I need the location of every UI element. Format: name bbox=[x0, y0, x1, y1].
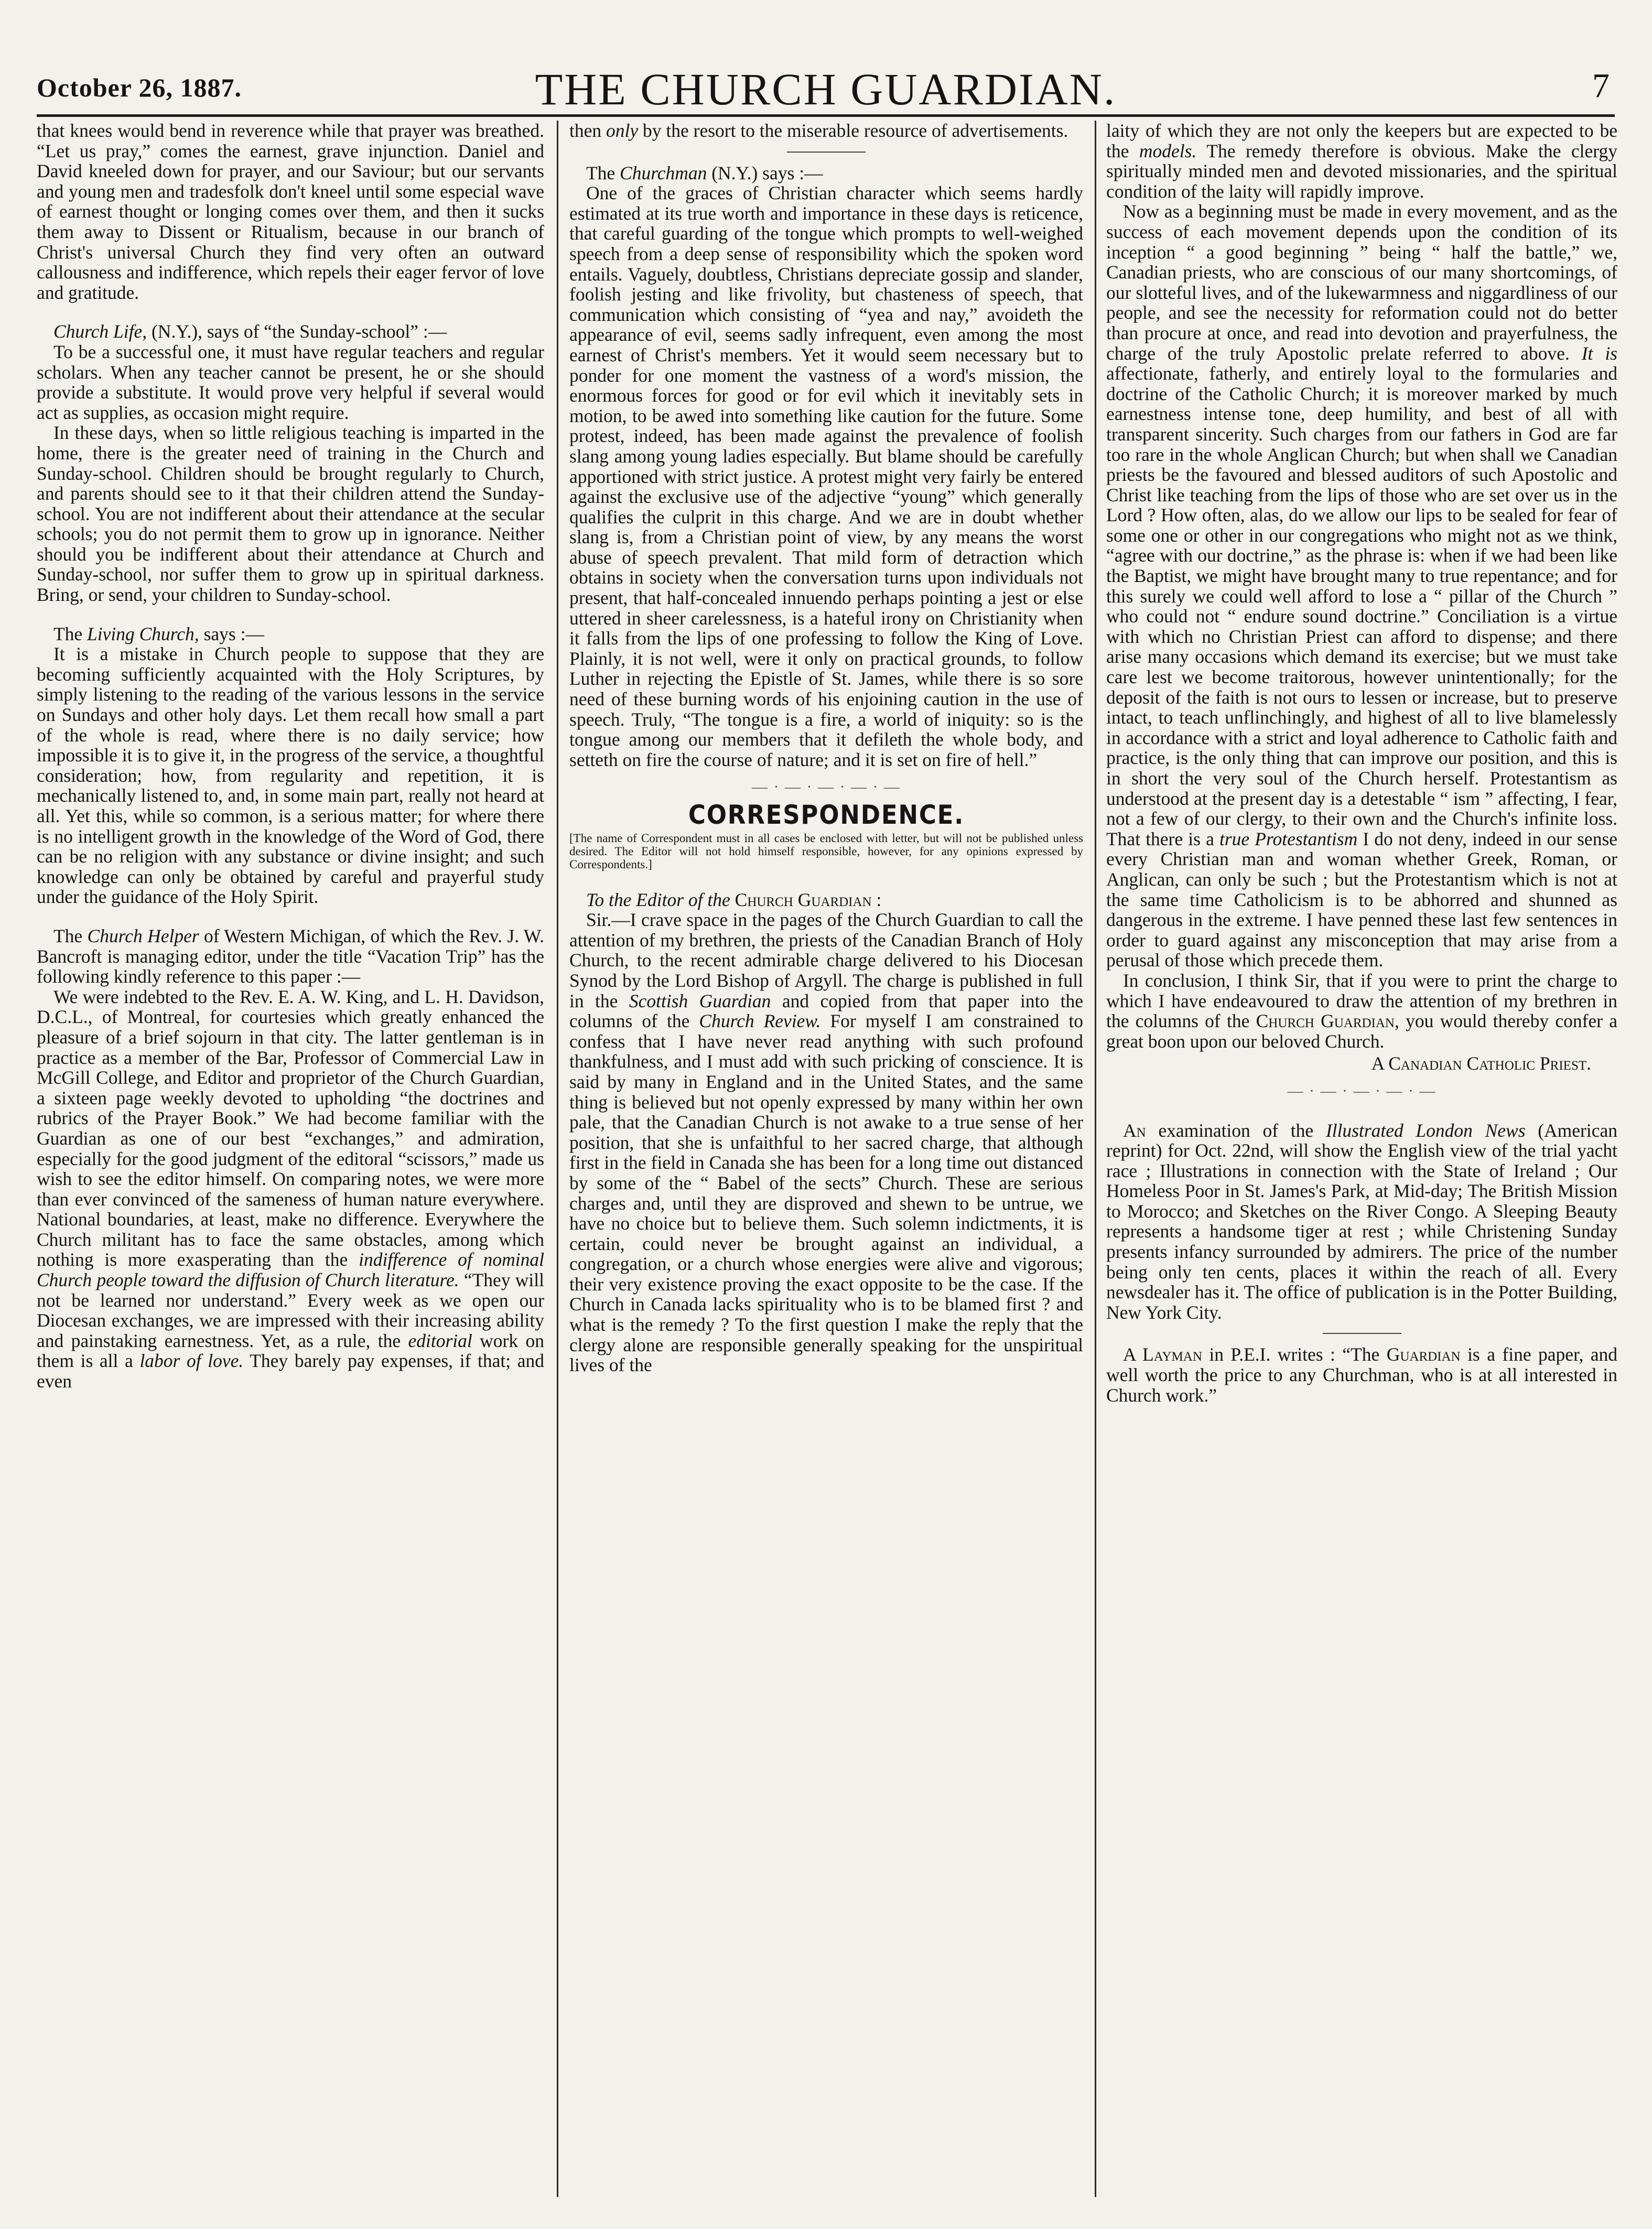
decorative-rule: — · — · — · — · — bbox=[1287, 1082, 1437, 1100]
source-name: Church Life, bbox=[53, 321, 147, 342]
masthead bbox=[37, 62, 1615, 117]
letter-body: Sir.—I crave space in the pages of the Church Guardian to call the attention of my brethren, the priests of the Canadian Branch of Holy Church, to the recent admirable charge delivered to his Diocesan Synod by the Lord Bishop of Argyll. The charge is published in full in the Scottish Guardian and copied from that paper into the columns of the Church Review. For myself I am constrained to confess that I have never read anything with such profound thankfulness, and I must add with such pricking of conscience. It is said by many in England and in the United States, and the same thing is believed but not openly expressed by many within her own pale, that the Canadian Church is not awake to a true sense of her position, that she is unfaithful to her sacred charge, that although first in the field in Canada she has been for a long time out distanced by some of the “ Babel of the sects” Church. These are serious charges and, until they are disproved and shewn to be untrue, we have no choice but to believe them. Such solemn indictments, it is certain, could never be brought against an individual, a congregation, or a church whose energies were alive and vigorous; their very existence proving the exact opposite to be the case. If the Church in Canada lacks spirituality who is to be blamed first ? and what is the remedy ? To the first question I make the reply that the clergy alone are responsible generally speaking for the unspiritual lives of the bbox=[569, 909, 1083, 1376]
correspondence-heading: CORRESPONDENCE. bbox=[688, 800, 965, 830]
column-rule bbox=[1095, 121, 1096, 2197]
church-life-intro: Church Life, (N.Y.), says of “the Sunday-school” :— bbox=[53, 321, 447, 342]
section-separator bbox=[1323, 1333, 1401, 1334]
churchman-quote: One of the graces of Christian character which seems hardly estimated at its true worth and importance in these days is reticence, that careful guarding of the tongue which prompts to well-weighed speech from a deep sense of responsibility which the spoken word entails. Vaguely, doubtless, Christians depreciate gossip and slander, foolish jesting and like frivolity, but chasteness of speech, that communication which consisting of “yea and nay,” avoideth the appearance of evil, seems sadly infrequent, even among the most earnest of Christ's members. Yet it would seem necessary but to ponder for one moment the vastness of a word's mission, the enormous forces for good or for evil which it inevitably sets in motion, to be awed into something like caution for the future. Some protest, indeed, has been made against the prevalence of foolish slang among young ladies especially. But blame should be carefully apportioned with strict justice. A protest might very fairly be entered against the exclusive use of the adjective “young” which generally qualifies the culprit in this charge. And we are in doubt whether slang is, from a Christian point of view, by any means the worst abuse of speech prevalent. That mild form of detraction which obtains in society when the conversation turns upon individuals not present, that half-concealed innuendo perhaps pointing a jest or else uttered in sheer carelessness, is a hateful irony on Christianity when it falls from the lips of one professing to follow the King of Love. Plainly, it is not well, were it only on practical grounds, to follow Luther in rejecting the Epistle of St. James, while there is so sore need of these burning words of his enjoining caution in the use of speech. Truly, “The tongue is a fire, a world of iniquity: so is the tongue among our members that it defileth the whole body, and setteth on fire the course of nature; and it is set on fire of hell.” bbox=[569, 182, 1083, 770]
living-church-quote: It is a mistake in Church people to suppose that they are becoming sufficiently acquainted with the Holy Scriptures, by simply listening to the reading of the various lessons in the service on Sundays and other holy days. Let them recall how small a part of the whole is read, where there is no daily service; how impossible it is to give it, in the progress of the service, a thoughtful consideration; how, from regularity and repetition, it is mechanically listened to, and, in some main part, really not heard at all. Yet this, while so common, is a serious matter; for where there is no intelligent growth in the knowledge of the Word of God, there can be no religion with any substance or divine insight; and such knowledge can only be obtained by careful and prayerful study under the guidance of the Holy Spirit. bbox=[37, 643, 544, 908]
sunday-school-paragraph: In these days, when so little religious teaching is imparted in the home, there is the greater need of training in the Church and Sunday-school. Children should be brought regularly to Church, and parents should see to it that their children attend the Sunday-school. You are not indifferent about their attendance at the secular schools; you do not permit them to grow up in ignorance. Neither should you be indifferent about their attendance at Church and Sunday-school, nor suffer them to grow up in spiritual darkness. Bring, or send, your children to Sunday-school. bbox=[37, 422, 544, 606]
living-church-intro: The Living Church, says :— bbox=[53, 623, 264, 644]
column-1 bbox=[37, 121, 544, 2208]
issue-date: October 26, 1887. bbox=[37, 73, 242, 102]
church-helper-quote: We were indebted to the Rev. E. A. W. King, and L. H. Davidson, D.C.L., of Montreal, for courtesies which greatly enhanced the pleasure of a brief sojourn in that city. The latter gentleman is in practice as a member of the Bar, Professor of Commercial Law in McGill College, and Editor and proprietor of the Church Guardian, a sixteen page weekly devoted to upholding “the doctrines and rubrics of the Prayer Book.” We had become familiar with the Guardian as one of our best “exchanges,” and admiration, especially for the good judgment of the editoral “scissors,” made us wish to see the editor himself. On comparing notes, we were more than ever convinced of the sameness of human nature everywhere. National boundaries, at least, make no difference. Everywhere the Church militant has to face the same obstacles, among which nothing is more exasperating than the indifference of nominal Church people toward the diffusion of Church literature. “They will not be learned nor understand.” Every week as we open our Diocesan exchanges, we are impressed with their increasing ability and painstaking earnestness. Yet, as a rule, the editorial work on them is all a labor of love. They barely pay expenses, if that; and even bbox=[37, 986, 544, 1392]
layman-testimonial: A Layman in P.E.I. writes : “The Guardian is a fine paper, and well worth the price to any Churchman, who is at all interested in Church work.” bbox=[1106, 1344, 1617, 1406]
source-name: Living Church, bbox=[87, 623, 199, 644]
illustrated-news-notice: An examination of the Illustrated London News (American reprint) for Oct. 22nd, will show the English view of the trial yacht race ; Illustrations in connection with the State of Ireland ; Our Homeless Poor in St. James's Park, at Mid-day; The British Mission to Morocco; and Sketches on the River Congo. A Sleeping Beauty represents a handsome tiger at rest ; while Christening Sunday presents infancy surrounded by admirers. The price of the number being only ten cents, places it within the reach of all. Every newsdealer has it. The office of publication is in the Potter Building, New York City. bbox=[1106, 1119, 1617, 1323]
letter-signature: A Canadian Catholic Priest. bbox=[1371, 1053, 1591, 1074]
column-2 bbox=[569, 121, 1083, 2208]
column-3 bbox=[1106, 121, 1617, 2208]
page-number: 7 bbox=[1592, 67, 1610, 105]
letter-conclusion: In conclusion, I think Sir, that if you were to print the charge to which I have endeavoured to draw the attention of my brethren in the columns of the Church Guardian, you would thereby confer a great boon upon our beloved Church. bbox=[1106, 970, 1617, 1052]
letter-paragraph: Now as a beginning must be made in every movement, and as the success of each movement depends upon the condition of its inception “ a good beginning ” being “ half the battle,” we, Canadian priests, who are conscious of our many shortcomings, of our slotteful lives, and of the lukewarmness and niggardliness of our people, and see the necessity for reformation could not do better than procure at once, and read into devotion and prayerfulness, the charge of the truly Apostolic prelate referred to above. It is affectionate, fatherly, and entirely loyal to the formularies and doctrine of the Catholic Church; it is moreover marked by much earnestness intense tone, deep humility, and best of all with transparent sincerity. Such charges from our fathers in God are far too rare in the whole Anglican Church; but when shall we Canadian priests be the favoured and blessed auditors of such Apostolic and Christ like teaching from the lips of those who are set over us in the Lord ? How often, alas, do we allow our lips to be sealed for fear of some one or other in our congregations who might not as we think, “agree with our doctrine,” as the phrase is: when if we had been like the Baptist, we might have brought many to true repentance; and for this surely we could well afford to lose a “ pillar of the Church ” who could not “ endure sound doctrine.” Conciliation is a virtue with which no Christian Priest can afford to dispense; and there arise many occasions which demand its exercise; but we must take care lest we become traitorous, however unintentionally; for the deposit of the faith is not ours to lessen or increase, but to preserve intact, to teach unflinchingly, and highest of all to live blamelessly in accordance with a strict and loyal adherence to Catholic faith and practice, is the only thing that can improve our position, and this is in short the very soul of the Church herself. Protestantism as understood at the present day is a detestable “ ism ” affecting, I fear, not a few of our clergy, to their own and the Church's infinite loss. That there is a true Protestantism I do not deny, indeed in our sense every Christian man and woman whether Greek, Roman, or Anglican, can only be such ; but the Protestantism which is not at the same time Catholicism is to be abhorred and shunned as dangerous in the extreme. I have penned these last few sentences in order to guard against any misconception that may arise from a perusal of those which precede them. bbox=[1106, 201, 1617, 971]
newspaper-title: THE CHURCH GUARDIAN. bbox=[535, 64, 1117, 114]
article-continuation: then only by the resort to the miserable resource of advertisements. bbox=[569, 121, 1068, 141]
sunday-school-paragraph: To be a successful one, it must have regular teachers and regular scholars. When any teacher cannot be present, he or she should provide a substitute. It would prove very helpful if several would act as supplies, as occasion might require. bbox=[37, 341, 544, 423]
source-name: Churchman bbox=[620, 162, 707, 184]
churchman-intro: The Churchman (N.Y.) says :— bbox=[586, 162, 823, 184]
church-helper-intro: The Church Helper of Western Michigan, of which the Rev. J. W. Bancroft is managing editor, under the title “Vacation Trip” has the following kindly reference to this paper :— bbox=[37, 925, 544, 987]
decorative-rule: — · — · — · — · — bbox=[752, 778, 901, 796]
column-rule bbox=[557, 121, 558, 2197]
source-name: Church Helper bbox=[87, 925, 199, 946]
letter-salutation: To the Editor of the Church Guardian : bbox=[586, 889, 882, 910]
article-continuation: that knees would bend in reverence while that prayer was breathed. “Let us pray,” comes the earnest, grave injunction. Daniel and David kneeled down for prayer, and our Saviour; but our servants and young men and tradesfolk don't kneel until some especial wave of earnest thought or longing comes over them, and then it sucks them away to Dissent or Ritualism, because in our branch of Christ's universal Church they find very often an outward callousness and indifference, which repels their eager fervor of love and gratitude. bbox=[37, 121, 544, 303]
editorial-notice: [The name of Correspondent must in all cases be enclosed with letter, but will not be published unless desired. The Editor will not hold himself responsible, however, for any opinions expressed by Correspondents.] bbox=[569, 831, 1083, 871]
section-separator bbox=[787, 152, 866, 153]
letter-continuation: laity of which they are not only the keepers but are expected to be the models. The remedy therefore is obvious. Make the clergy spiritually minded men and devoted missionaries, and the spiritual condition of the laity will rapidly improve. bbox=[1106, 121, 1617, 202]
